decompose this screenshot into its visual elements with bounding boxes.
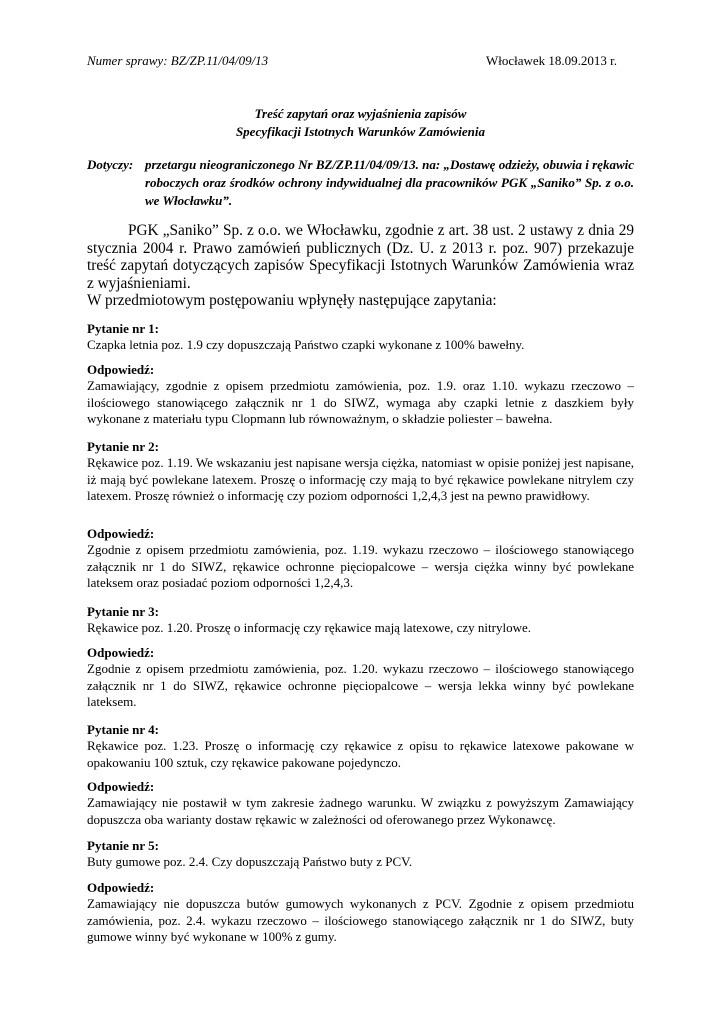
answer-heading: Odpowiedź: [87, 880, 155, 895]
subject-text: przetargu nieograniczonego Nr BZ/ZP.11/04/09/13. na: „Dostawę odzieży, obuwia i rękawic roboczych oraz środków ochrony indywidualnej dla pracowników PGK „Saniko” Sp. z o.o. we Włocławku”. [145, 157, 634, 208]
title-line-1: Treść zapytań oraz wyjaśnienia zapisów [254, 106, 467, 121]
question-heading: Pytanie nr 5: [87, 838, 159, 853]
answer-heading: Odpowiedź: [87, 526, 155, 541]
answer-2 [87, 526, 634, 591]
answer-text: Zgodnie z opisem przedmiotu zamówienia, poz. 1.19. wykazu rzeczowo – ilościowego stanowiącego załącznik nr 1 do SIWZ, rękawice ochronne pięciopalcowe – wersja ciężka winny być powlekane lateksem oraz posiadać poziom odporności 1,2,4,3. [87, 542, 634, 590]
answer-heading: Odpowiedź: [87, 779, 155, 794]
question-3 [87, 604, 634, 637]
answer-heading: Odpowiedź: [87, 362, 155, 377]
question-heading: Pytanie nr 2: [87, 439, 159, 454]
answer-text: Zamawiający nie dopuszcza butów gumowych wykonanych z PCV. Zgodnie z opisem przedmiotu zamówienia, poz. 2.4. wykazu rzeczowo – ilościowego stanowiącego załącznik nr 1 do SIWZ, buty gumowe winny być wykonane w 100% z gumy. [87, 896, 634, 944]
document-header [87, 51, 617, 71]
title-line-2: Specyfikacji Istotnych Warunków Zamówienia [235, 124, 486, 139]
question-text: Rękawice poz. 1.23. Proszę o informację czy rękawice z opisu to rękawice latexowe pakowane w opakowaniu 100 sztuk, czy rękawice pakowane pojedynczo. [87, 738, 634, 770]
question-text: Rękawice poz. 1.19. We wskazaniu jest napisane wersja ciężka, natomiast w opisie poniżej jest napisane, iż mają być powlekane latexem. Proszę o informację czy mają to być rękawice powlekane nitrylem czy latexem. Proszę również o informację czy poziom odporności 1,2,4,3 jest na pewno prawidłowy. [87, 455, 634, 503]
intro-paragraph: PGK „Saniko” Sp. z o.o. we Włocławku, zgodnie z art. 38 ust. 2 ustawy z dnia 29 stycznia 2004 r. Prawo zamówień publicznych (Dz. U. z 2013 r. poz. 907) przekazuje treść zapytań dotyczących zapisów Specyfikacji Istotnych Warunków Zamówienia wraz z wyjaśnieniami. [87, 222, 634, 292]
place-and-date: Włocławek 18.09.2013 r. [485, 53, 617, 68]
question-text: Czapka letnia poz. 1.9 czy dopuszczają Państwo czapki wykonane z 100% bawełny. [87, 337, 525, 353]
question-4 [87, 722, 634, 771]
question-2 [87, 439, 634, 504]
question-heading: Pytanie nr 3: [87, 604, 159, 619]
answer-5 [87, 880, 634, 945]
answer-heading: Odpowiedź: [87, 645, 155, 660]
case-number: Numer sprawy: BZ/ZP.11/04/09/13 [87, 53, 269, 68]
intro-lead-in: W przedmiotowym postępowaniu wpłynęły następujące zapytania: [87, 292, 497, 309]
answer-4 [87, 779, 634, 828]
answer-1 [87, 362, 634, 427]
intro-block [87, 222, 634, 310]
answer-3 [87, 645, 634, 710]
question-5 [87, 838, 634, 871]
answer-text: Zamawiający nie postawił w tym zakresie żadnego warunku. W związku z powyższym Zamawiający dopuszcza oba warianty dostaw rękawic w zależności od oferowanego przez Wykonawcę. [87, 795, 634, 827]
document-title [87, 105, 634, 141]
subject-label: Dotyczy: [87, 157, 134, 172]
question-text: Rękawice poz. 1.20. Proszę o informację czy rękawice mają latexowe, czy nitrylowe. [87, 620, 531, 636]
question-text: Buty gumowe poz. 2.4. Czy dopuszczają Państwo buty z PCV. [87, 854, 413, 870]
answer-text: Zgodnie z opisem przedmiotu zamówienia, poz. 1.20. wykazu rzeczowo – ilościowego stanowiącego załącznik nr 1 do SIWZ, rękawice ochronne pięciopalcowe – wersja lekka winny być powlekane lateksem. [87, 661, 634, 709]
question-heading: Pytanie nr 1: [87, 321, 159, 336]
question-heading: Pytanie nr 4: [87, 722, 159, 737]
answer-text: Zamawiający, zgodnie z opisem przedmiotu zamówienia, poz. 1.9. oraz 1.10. wykazu rzeczowo – ilościowego stanowiącego załącznik nr 1 do SIWZ, wymaga aby czapki letnie z daszkiem były wykonane z materiału typu Clopmann lub równoważnym, o składzie poliester – bawełna. [87, 378, 634, 426]
subject-block [87, 156, 634, 210]
question-1 [87, 321, 634, 354]
